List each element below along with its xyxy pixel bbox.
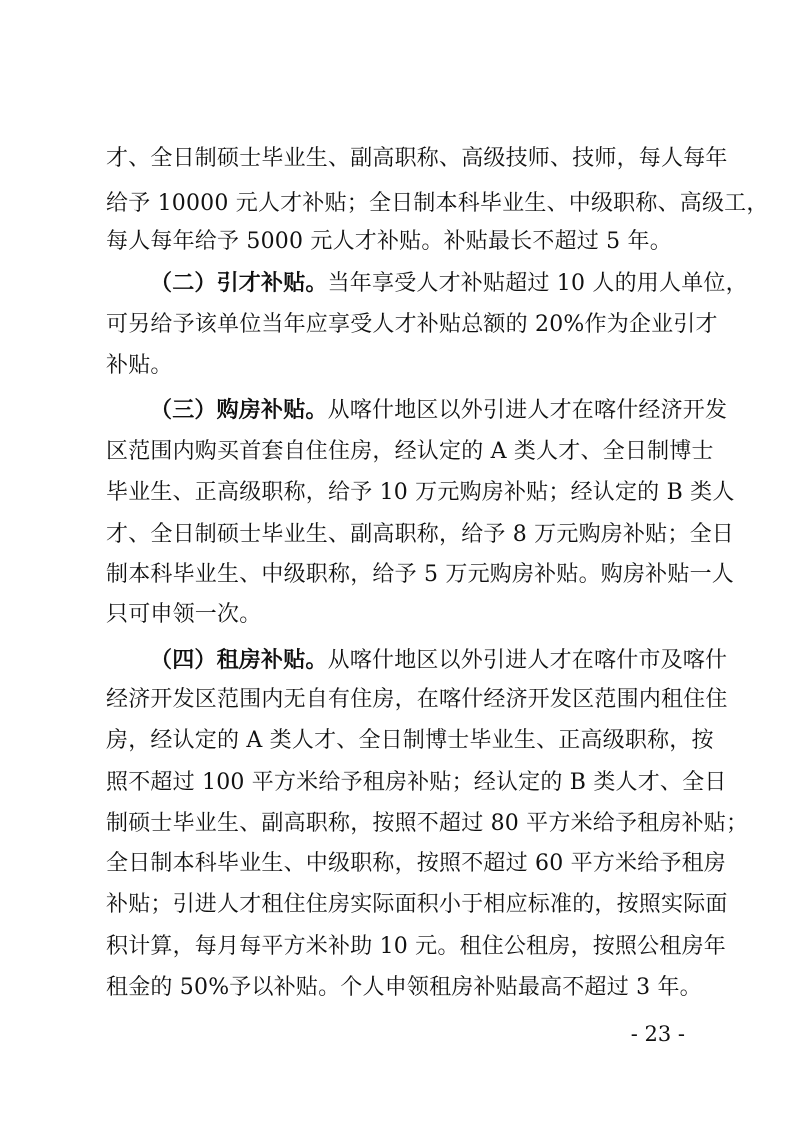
line-text: 毕业生、正高级职称，给予 10 万元购房补贴；经认定的 B 类人 — [106, 480, 735, 505]
page-number: - 23 - — [630, 1022, 685, 1046]
line-text: 制硕士毕业生、副高职称，按照不超过 80 平方米给予租房补贴； — [106, 811, 749, 836]
paragraph-4-line-1 — [150, 646, 728, 676]
paragraph-2-line-3 — [106, 351, 694, 381]
paragraph-4-line-2 — [106, 685, 728, 715]
line-text: 照不超过 100 平方米给予租房补贴；经认定的 B 类人才、全日 — [106, 770, 727, 795]
line-text: 可另给予该单位当年应享受人才补贴总额的 20%作为企业引才 — [106, 312, 718, 337]
paragraph-3-line-1 — [150, 396, 728, 426]
paragraph-4-line-9 — [106, 973, 702, 1003]
line-text: 经济开发区范围内无自有住房，在喀什经济开发区范围内租住住 — [106, 687, 728, 712]
paragraph-3-line-2 — [106, 437, 714, 467]
line-text: 从喀什地区以外引进人才在喀什经济开发 — [327, 398, 728, 423]
paragraph-3-line-4 — [106, 520, 734, 550]
line-text: 才、全日制硕士毕业生、副高职称，给予 8 万元购房补贴；全日 — [106, 522, 734, 547]
paragraph-3-line-5 — [106, 560, 734, 590]
paragraph-1-line-2 — [106, 189, 769, 219]
paragraph-4-line-6 — [106, 849, 726, 879]
line-text: 每人每年给予 5000 元人才补贴。补贴最长不超过 5 年。 — [106, 229, 672, 254]
line-text: 补贴。 — [106, 353, 173, 378]
line-text: 房，经认定的 A 类人才、全日制博士毕业生、正高级职称，按 — [106, 728, 714, 753]
section-heading-2: （二）引才补贴。 — [150, 271, 328, 296]
line-text: 才、全日制硕士毕业生、副高职称、高级技师、技师，每人每年 — [106, 146, 728, 171]
section-heading-3: （三）购房补贴。 — [150, 398, 328, 423]
paragraph-4-line-5 — [106, 809, 749, 839]
paragraph-4-line-4 — [106, 768, 727, 798]
line-text: 补贴；引进人才租住住房实际面积小于相应标准的，按照实际面 — [106, 892, 728, 917]
paragraph-3-line-3 — [106, 478, 735, 508]
line-text: 积计算，每月每平方米补助 10 元。租住公租房，按照公租房年 — [106, 934, 726, 959]
line-text: 从喀什地区以外引进人才在喀什市及喀什 — [327, 648, 728, 673]
line-text: 给予 10000 元人才补贴；全日制本科毕业生、中级职称、高级工， — [106, 191, 769, 216]
line-text: 制本科毕业生、中级职称，给予 5 万元购房补贴。购房补贴一人 — [106, 562, 734, 587]
paragraph-4-line-8 — [106, 932, 726, 962]
paragraph-3-line-6 — [106, 600, 694, 630]
line-text: 区范围内购买首套自住住房，经认定的 A 类人才、全日制博士 — [106, 439, 714, 464]
line-text: 当年享受人才补贴超过 10 人的用人单位， — [327, 271, 748, 296]
paragraph-1-line-3 — [106, 227, 694, 257]
paragraph-4-line-7 — [106, 890, 728, 920]
line-text: 只可申领一次。 — [106, 602, 262, 627]
paragraph-2-line-1 — [150, 269, 748, 299]
line-text: 租金的 50%予以补贴。个人申领租房补贴最高不超过 3 年。 — [106, 975, 702, 1000]
paragraph-4-line-3 — [106, 726, 714, 756]
paragraph-2-line-2 — [106, 310, 718, 340]
paragraph-1-line-1 — [106, 144, 728, 174]
section-heading-4: （四）租房补贴。 — [150, 648, 328, 673]
line-text: 全日制本科毕业生、中级职称，按照不超过 60 平方米给予租房 — [106, 851, 726, 876]
